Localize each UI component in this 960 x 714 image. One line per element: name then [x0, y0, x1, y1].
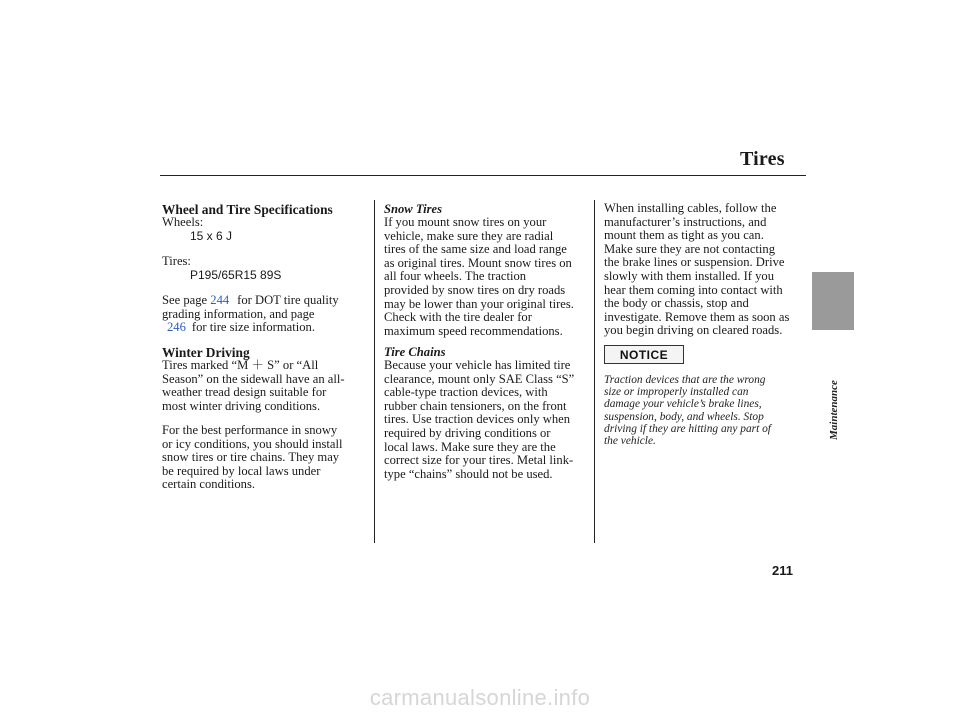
- see-page-line1: [162, 294, 339, 308]
- winter-paragraph-1: Tires marked “M ＋ S” or “All Season” on the sidewall have an all- weather tread design suitable for most winter driving conditions.: [162, 358, 345, 413]
- notice-text: Traction devices that are the wrong size or improperly installed can damage your vehicle’s brake lines, suspension, body, and wheels. Stop driving if they are hitting any part of the vehicle.: [604, 374, 771, 448]
- tires-label: Tires:: [162, 254, 191, 268]
- column-divider-1: [374, 200, 375, 543]
- wheels-value: 15 x 6 J: [190, 229, 233, 243]
- heading-winter-driving: Winter Driving: [162, 345, 250, 360]
- installing-cables-paragraph: When installing cables, follow the manufacturer’s instructions, and mount them as tight as you can. Make sure they are not contacting the brake lines or suspension. Drive slowly with them installed. If you hear them coming into contact with the body or chassis, stop and investigate. Remove them as soon as you begin driving on cleared roads.: [604, 201, 790, 338]
- heading-snow-tires: Snow Tires: [384, 202, 442, 216]
- see-page-line2: grading information, and page: [162, 307, 315, 321]
- see-page-line3: [167, 321, 315, 335]
- section-tab-label: Maintenance: [828, 380, 840, 440]
- title-rule: [160, 175, 806, 176]
- page-number: 211: [772, 563, 793, 578]
- section-tab: [812, 272, 854, 330]
- tires-value: P195/65R15 89S: [190, 268, 282, 282]
- notice-badge: [604, 345, 684, 364]
- wheels-label: Wheels:: [162, 215, 204, 229]
- see-page-mid: for DOT tire quality: [237, 293, 339, 307]
- notice-label: NOTICE: [619, 347, 669, 362]
- winter-paragraph-2: For the best performance in snowy or icy conditions, you should install snow tires or tire chains. They may be required by local laws under certain conditions.: [162, 423, 343, 492]
- snow-tires-paragraph: If you mount snow tires on your vehicle, make sure they are radial tires of the same size and load range as original tires. Mount snow tires on all four wheels. The traction provided by snow tires on dry roads may be lower than your original tires. Check with the tire dealer for maximum speed recommendations.: [384, 215, 574, 338]
- see-page-prefix: See page: [162, 293, 211, 307]
- tire-chains-paragraph: Because your vehicle has limited tire clearance, mount only SAE Class “S” cable-type traction devices, with rubber chain tensioners, on the front tires. Use traction devices only when required by driving conditions or local laws. Make sure they are the correct size for your tires. Metal link- type “chains” should not be used.: [384, 358, 575, 481]
- page-link-246[interactable]: 246: [167, 320, 186, 334]
- watermark: carmanualsonline.info: [369, 685, 591, 710]
- see-page-suffix: for tire size information.: [191, 320, 315, 334]
- heading-wheel-tire-specs: Wheel and Tire Specifications: [162, 202, 333, 217]
- page-title: Tires: [740, 148, 785, 170]
- page-link-244[interactable]: 244: [210, 293, 230, 307]
- heading-tire-chains: Tire Chains: [384, 345, 446, 359]
- column-divider-2: [594, 200, 595, 543]
